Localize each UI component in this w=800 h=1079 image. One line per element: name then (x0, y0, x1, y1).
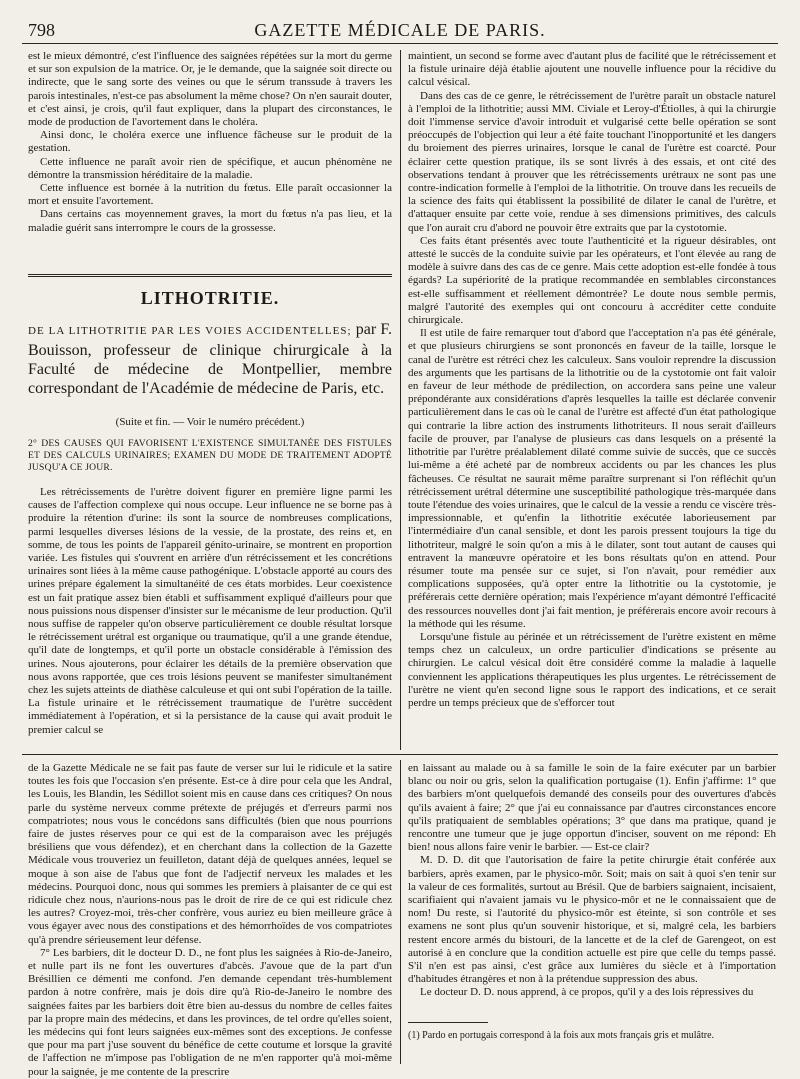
paragraph: maintient, un second se forme avec d'autant plus de facilité que le rétrécissement et la fistule urinaire déjà établie ajoutent une nouvelle influence pour la récidive du calcul vésical. (408, 50, 776, 89)
paragraph: Il est utile de faire remarquer tout d'abord que l'acceptation n'a pas été générale, et que plusieurs chirurgiens se sont prononcés en faveur de la taille, lorsque le canal de l'urètre est rétréci chez les calculeux. Sans vouloir reprendre la discussion des arguments que les partisans de la lithotritie ou de la cystotomie ont fait valoir en faveur de leur méthode de prédilection, on accordera sans peine une valeur prépondérante aux considérations d'après lesquelles la taille est déclarée convenir particulièrement dans le cas où le canal de l'urètre est affecté d'un état pathologique qui contrarie la libre action des instruments lithotriteurs. Il nous serait d'ailleurs facile de prouver, par l'analyse de plusieurs cas dans lesquels on a présenté la lithotritie par l'urètre préalablement dilaté comme suivie de succès, que ce succès lui-même a été acheté par de nombreux accidents ou par les chances les plus fâcheuses. Ce résultat ne saurait même paraître surprenant si l'on réfléchit qu'un rétrécissement urétral détermine une susceptibilité pathologique très-marquée dans toute l'étendue des voies urinaires, que le calcul de la vessie a rendu ce viscère très-impressionnable, et qu'enfin la lithotritie exécutée laborieusement par l'intermédiaire d'un canal sensible, et dont les parois pressent toujours la tige du lithotriteur, malgré le soin qu'on a mis à le dilater, sont tout autant de causes qui entravent la manœuvre opératoire et les bons résultats qu'on en attend. Pour résumer toute ma pensée sur ce sujet, si l'on n'avait, pour remédier aux complications supposées, qu'à opter entre la lithotritie ou la cystotomie, je préférerais cette dernière opération; mais l'expérience m'ayant démontré l'efficacité des ressources nouvelles dont j'ai fait mention, je préférerais encore avoir recours à la méthode qui les résume. (408, 327, 776, 630)
article-subtitle (28, 320, 392, 398)
footnote-rule (408, 1022, 488, 1023)
footnote: (1) Pardo en portugais correspond à la fois aux mots français gris et mulâtre. (408, 1030, 715, 1041)
article-column-left (28, 486, 392, 748)
article-title: LITHOTRITIE. (140, 288, 280, 308)
feuilleton-left-column (28, 762, 392, 1078)
top-right-column (408, 50, 776, 748)
paragraph: en laissant au malade ou à sa famille le soin de la faire exécuter par un barbier blanc ou noir ou gris, selon la qualification portugaise (1). Enfin j'affirme: 1° que des barbiers m'ont quelquefois demandé des conseils pour des ouvertures d'abcès qu'ils avaient à faire; 2° que j'ai eu connaissance par d'autres circonstances encore qu'ils pratiquaient de semblables opérations; 3° que dans ma pratique, quand je rencontre une tumeur que je juge opportun d'inciser, souvent on me répond: Eh bien! nous allons faire venir le barbier. — Est-ce clair? (408, 762, 776, 854)
continued-note: (Suite et fin. — Voir le numéro précédent.) (115, 416, 305, 428)
feuilleton-column-divider (400, 760, 401, 1064)
paragraph: Ainsi donc, le choléra exerce une influence fâcheuse sur le produit de la gestation. (28, 129, 392, 155)
paragraph: est le mieux démontré, c'est l'influence des saignées répétées sur la mort du germe et sur son expulsion de la matrice. Or, je le demande, que la saignée soit directe ou indirecte, que le sang sorte des veines ou que le sérum transsude à travers les parois intestinales, n'est-ce pas absolument la même chose? On n'en saurait douter, et c'est ainsi, je crois, qu'il faut expliquer, dans la plupart des circonstances, le mode de production de l'avortement dans le choléra. (28, 50, 392, 129)
paragraph: Cette influence est bornée à la nutrition du fœtus. Elle paraît occasionner la mort et ensuite l'avortement. (28, 182, 392, 208)
paragraph: Cette influence ne paraît avoir rien de spécifique, et aucun phénomène ne démontre la transmission héréditaire de la maladie. (28, 155, 392, 181)
paragraph: Le docteur D. D. nous apprend, à ce propos, qu'il y a des lois répressives du (420, 986, 754, 999)
section-divider (28, 274, 392, 277)
paragraph: Ces faits étant présentés avec toute l'authenticité et la rigueur désirables, ont attesté le succès de la conduite suivie par les opérateurs, et l'ont élevée au rang de modèle à suivre dans des cas de ce genre. Mais cette adoption est-elle fondée à tous égards? La supériorité de la pratique recommandée en semblables circonstances est-elle suffisamment et réellement démontrée? Le doute nous semble permis, malgré l'autorité des exemples qui ont concouru à accréditer cette conduite chirurgicale. (408, 234, 776, 327)
header-rule (22, 43, 778, 44)
subtitle-author: par F. Bouisson, professeur de clinique chirurgicale à la Faculté de médecine de Montpellier, membre correspondant de l'Académie de médecine de Paris, etc. (28, 321, 392, 397)
column-divider (400, 50, 401, 750)
paragraph: 7° Les barbiers, dit le docteur D. D., ne font plus les saignées à Rio-de-Janeiro, et nulle part ils ne font les ouvertures d'abcès. J'avoue que de la part d'un Brésillien ce démenti me confond. J'en demande cependant très-humblement pardon à notre confrère, mais je dois dire qu'à Rio-de-Janeiro le nombre des saignées faites par les barbiers doit être bien au-dessus du nombre de celles faites par la propre main des médecins, et dans les provinces, de tel ordre qu'elles soient, les médecins qui font leurs saignées eux-mêmes sont des exceptions. Je confesse que pour ma part j'use souvent du bénéfice de cette coutume et lorsque la gravité de l'affection ne m'impose pas l'obligation de ne m'en rapporter qu'à moi-même pour la saignée, je me contente de la prescrire (28, 946, 392, 1078)
page-number: 798 (28, 20, 55, 40)
top-left-column (28, 50, 392, 272)
section-heading: 2° DES CAUSES QUI FAVORISENT L'EXISTENCE SIMULTANÉE DES FISTULES ET DES CALCULS URINAIRES; EXAMEN DU MODE DE TRAITEMENT ADOPTÉ JUSQU'A CE JOUR. (28, 438, 392, 473)
subtitle-lead: DE LA LITHOTRITIE PAR LES VOIES ACCIDENTELLES; (28, 325, 352, 337)
paragraph: Les rétrécissements de l'urètre doivent figurer en première ligne parmi les causes de l'affection complexe qui nous occupe. Leur influence ne se borne pas à produire la rétention d'urine: ils sont la source de nombreuses complications, parmi lesquelles diverses lésions de la vessie, de la prostate, des reins et, en somme, de tous les points de l'appareil génito-urinaire, se montrent en proportion variée. Les fistules qui s'ouvrent en arrière d'un rétrécissement et les concrétions urinaires sont liées à la même cause pathogénique. L'obstacle apporté au cours des urines prépare également la simultanéité de ces états morbides. Leur coexistence est un fait pratique assez bien établi et suffisamment expliqué d'ailleurs pour que nous puissions nous dispenser d'insister sur le mécanisme de leur production. Qu'il nous suffise de rappeler qu'on observe particulièrement ce double résultat lorsque le rétrécissement urétral est organique ou traumatique, qu'il a une grande étendue, qu'il date de longtemps, et qu'il porte un obstacle considérable à l'émission des urines. Nous ajouterons, pour éclairer les détails de la première observation que nous avons rapportée, que ces trois lésions peuvent se manifester simultanément chez les sujets atteints de diathèse calculeuse et qui ont subi l'opération de la taille. La fistule urinaire et le rétrécissement traumatique de l'urètre succèdent immédiatement à l'opération, et si la persistance de la cause qui avait produit le premier calcul se (28, 486, 392, 736)
feuilleton-divider (22, 754, 778, 755)
paragraph: Dans des cas de ce genre, le rétrécissement de l'urètre paraît un obstacle naturel à l'emploi de la lithotritie; aussi MM. Civiale et Leroy-d'Étiolles, à qui la chirurgie doit l'immense service d'avoir introduit et vulgarisé cette belle opération se sont préoccupés de l'objection qui leur a été faite touchant l'inopportunité et les dangers du broiement des pierres urinaires, lorsque le canal de l'urètre est coarcté. Pour éclairer cette question pratique, ils se sont livrés à des essais, et ont cité des observations tendant à prouver que les rétrécissements urétraux ne sont pas une contre-indication formelle à l'emploi de la lithotritie. On trouve dans les recueils de la science des faits qui établissent la possibilité de dilater le canal de l'urètre, et d'attaquer ensuite par cette voie, rendue à ses dimensions primitives, des calculs que l'on aurait cru d'abord ne pouvoir être extraits que par la cystotomie. (408, 89, 776, 234)
feuilleton-right-column (408, 762, 776, 1016)
journal-title: GAZETTE MÉDICALE DE PARIS. (254, 20, 546, 40)
page-header (22, 10, 778, 44)
paragraph: M. D. D. dit que l'autorisation de faire la petite chirurgie était conférée aux barbiers, après examen, par le physico-môr. Soit; mais on sait à quoi s'en tenir sur la valeur de ces formalités, surtout au Brésil. Que de barbiers saignaient, incisaient, scarifiaient qui n'avaient jamais vu le physico-môr et ne le connaissaient que de nom! Du reste, si l'autorité du physico-môr est éteinte, si son contrôle et ses examens ne sont plus qu'un souvenir historique, et si, malgré cela, les barbiers restent encore armés du bistouri, de la lancette et de la clef de Garengeot, on est autorisé à en conclure que la condition actuelle est pire que celle du temps passé. S'il n'en est pas ainsi, c'est grâce aux lumières du siècle et à l'importation d'habitudes étrangères et non à la prétendue suppression des abus. (408, 854, 776, 986)
paragraph: Lorsqu'une fistule au périnée et un rétrécissement de l'urètre existent en même temps chez un calculeux, un ordre particulier d'indications se présente au chirurgien. Le calcul vésical doit être considéré comme la maladie à laquelle conviennent les applications thérapeutiques les plus urgentes. Le rétrécissement de l'urètre ne vient qu'en second ligne sous le rapport des indications, et ce serait perdre un temps précieux que de s'efforcer tout (408, 630, 776, 709)
paragraph: de la Gazette Médicale ne se fait pas faute de verser sur lui le ridicule et la satire toutes les fois que l'occasion s'en présente. Est-ce à dire pour cela que les Andral, les Louis, les Blandin, les Sédillot soient mis en cause dans ces critiques? On nous parle du système nerveux comme prétexte de préjugés et d'erreurs parmi nos compatriotes; nous vous le concédons sans difficultés (bien que nous pourrions faire de justes réserves pour ce qui est de la comparaison avec les préjugés brésiliens que vous défendez), et en cherchant dans la collection de la Gazette Médicale vous trouveriez un feuilleton, datant déjà de quelques années, lequel se moque à son aise de l'abus que font de l'adjectif nerveux les malades et les médecins. Pourquoi donc, nous qui sommes les premiers à plaisanter de ce qui est ridicule chez nous, n'aurions-nous pas le droit de rire de ce qui est ridicule chez les autres? Croyez-moi, très-cher confrère, vous auriez eu bien meilleure grâce à vous égayer avec nous des constipations et des hémorrhoïdes de vos compatriotes qu'à prendre sérieusement leur défense. (28, 762, 392, 946)
paragraph: Dans certains cas moyennement graves, la mort du fœtus n'a pas lieu, et la maladie guérit sans interrompre le cours de la grossesse. (28, 208, 392, 234)
